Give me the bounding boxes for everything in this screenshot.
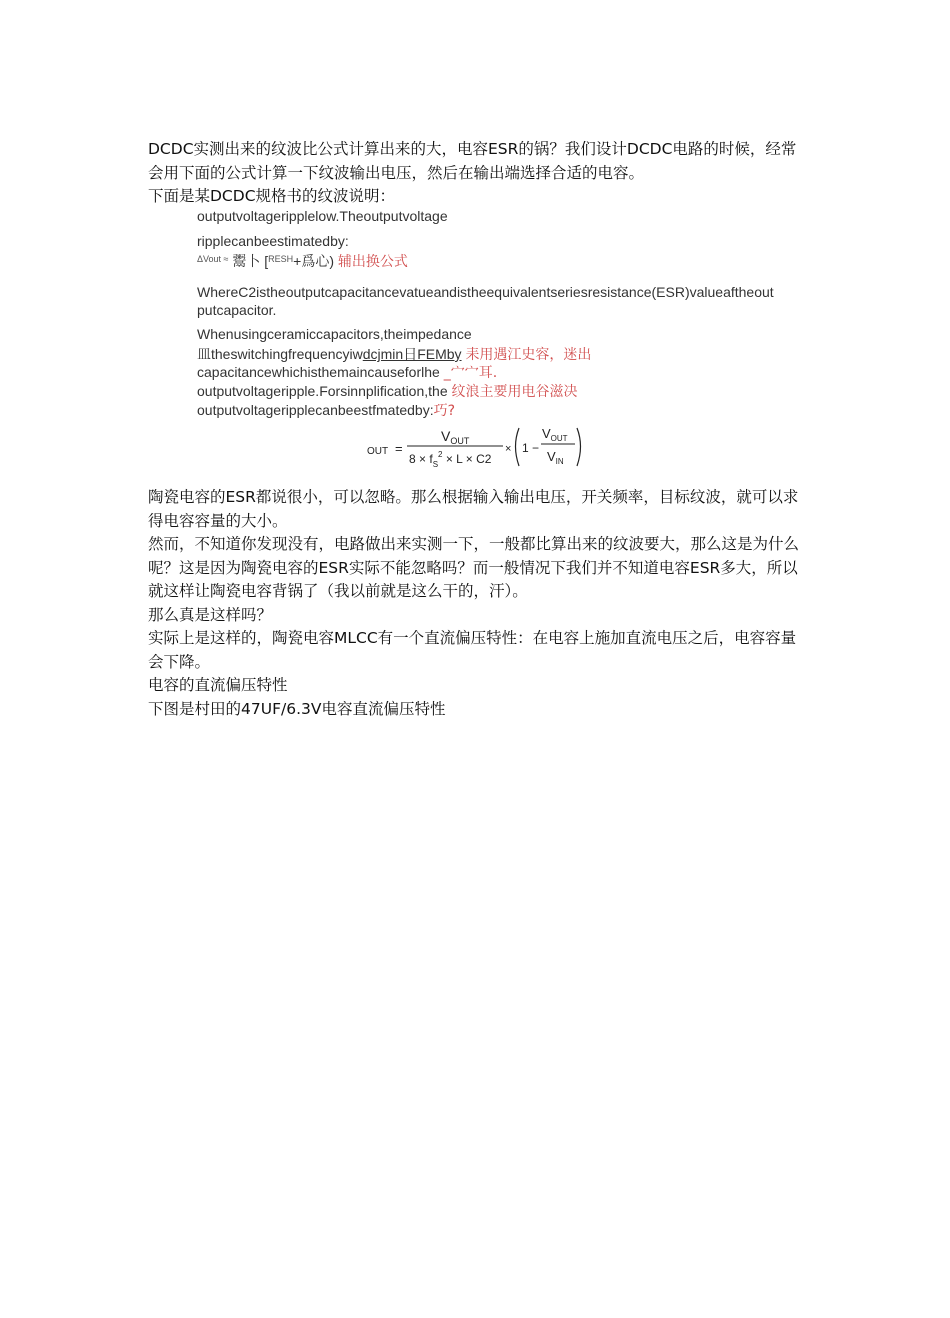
formula-lhs: OUT bbox=[367, 446, 389, 457]
excerpt-line-3 bbox=[197, 251, 408, 271]
intro-text bbox=[148, 138, 808, 209]
excerpt-line-9a: outputvoltageripple.Forsinnplification,the bbox=[197, 383, 448, 399]
formula-times: × bbox=[505, 443, 512, 455]
annotation-line-7: 耒用遇江史容，迷出 bbox=[465, 347, 592, 363]
formula-den-sup: 2 bbox=[438, 450, 443, 459]
body-paragraph-1: 陶瓷电容的ESR都说很小，可以忽略。那么根据输入输出电压，开关频率，目标纹波，就可以求得电容容量的大小。 bbox=[148, 488, 799, 530]
body-text bbox=[148, 486, 808, 721]
excerpt-line-5: putcapacitor. bbox=[197, 302, 277, 318]
body-paragraph-6: 下图是村田的47UF/6.3V电容直流偏压特性 bbox=[148, 699, 446, 718]
formula-rden bbox=[547, 449, 564, 466]
formula-den-a: 8 × f bbox=[409, 452, 433, 466]
formula-den bbox=[409, 450, 492, 469]
formula-rnum bbox=[542, 426, 568, 443]
formula-num-sub: OUT bbox=[450, 436, 470, 446]
datasheet-excerpt bbox=[197, 208, 807, 418]
excerpt-line-3-main2: +爲心) bbox=[293, 253, 335, 269]
formula-right-paren bbox=[577, 428, 581, 466]
formula-rden-sub: IN bbox=[555, 457, 564, 466]
excerpt-line-8 bbox=[197, 362, 497, 382]
excerpt-line-4: WhereC2istheoutputcapacitancevatueandistheequivalentseriesresistance(ESR)valueaftheout bbox=[197, 284, 774, 300]
ripple-formula-svg bbox=[367, 424, 587, 472]
formula-den-sub: S bbox=[432, 460, 439, 469]
ripple-formula bbox=[367, 424, 587, 472]
annotation-line-9: 纹浪主要用电谷滋决 bbox=[451, 384, 578, 400]
excerpt-line-3-small: ΔVout ≈ bbox=[197, 254, 229, 264]
formula-eq: = bbox=[395, 441, 403, 456]
body-heading-dc-bias: 电容的直流偏压特性 bbox=[148, 676, 288, 694]
annotation-output-formula: 辅出换公式 bbox=[337, 254, 408, 270]
excerpt-line-10a: outputvoltageripplecanbeestfmatedby: bbox=[197, 402, 434, 418]
formula-rden-v: V bbox=[547, 449, 556, 464]
excerpt-line-7 bbox=[197, 344, 591, 364]
annotation-line-10: 巧? bbox=[433, 403, 456, 419]
excerpt-line-8a: capacitancewhichisthemaincauseforlhe bbox=[197, 364, 440, 380]
formula-num bbox=[441, 428, 470, 446]
formula-den-tail: × L × C2 bbox=[442, 452, 492, 466]
annotation-line-8: _宀宀耳. bbox=[443, 365, 498, 381]
excerpt-line-9 bbox=[197, 381, 578, 401]
excerpt-line-7b: dcjmin日FEMby bbox=[362, 346, 462, 362]
intro-paragraph-2: 下面是某DCDC规格书的纹波说明： bbox=[148, 187, 396, 205]
formula-left-paren bbox=[516, 428, 520, 466]
formula-one: 1 − bbox=[522, 441, 540, 455]
excerpt-line-1: outputvoltageripplelow.Theoutputvoltage bbox=[197, 208, 448, 224]
excerpt-line-3-small2: RESH bbox=[268, 254, 294, 264]
body-paragraph-2: 然而，不知道你发现没有，电路做出来实测一下，一般都比算出来的纹波要大，那么这是为什么呢？这是因为陶瓷电容的ESR实际不能忽略吗？而一般情况下我们并不知道电容ESR多大，所以就这样让陶瓷电容背锅了（我以前就是这么干的，汗）。 bbox=[148, 535, 800, 600]
formula-rnum-sub: OUT bbox=[550, 434, 568, 443]
excerpt-line-3-main: 鬻卜 [ bbox=[232, 253, 269, 269]
excerpt-line-10 bbox=[197, 400, 455, 420]
formula-num-v: V bbox=[441, 428, 451, 444]
excerpt-line-6: Whenusingceramiccapacitors,theimpedance bbox=[197, 326, 472, 342]
body-paragraph-4: 实际上是这样的，陶瓷电容MLCC有一个直流偏压特性：在电容上施加直流电压之后，电容容量会下降。 bbox=[148, 629, 797, 671]
excerpt-line-7a: 皿theswitchingfrequencyiw bbox=[197, 346, 363, 362]
body-paragraph-3: 那么真是这样吗？ bbox=[148, 605, 273, 624]
excerpt-line-2: ripplecanbeestimatedby: bbox=[197, 233, 349, 249]
formula-rnum-v: V bbox=[542, 426, 551, 441]
intro-paragraph-1: DCDC实测出来的纹波比公式计算出来的大，电容ESR的锅？我们设计DCDC电路的时候，经常会用下面的公式计算一下纹波输出电压，然后在输出端选择合适的电容。 bbox=[148, 140, 797, 182]
